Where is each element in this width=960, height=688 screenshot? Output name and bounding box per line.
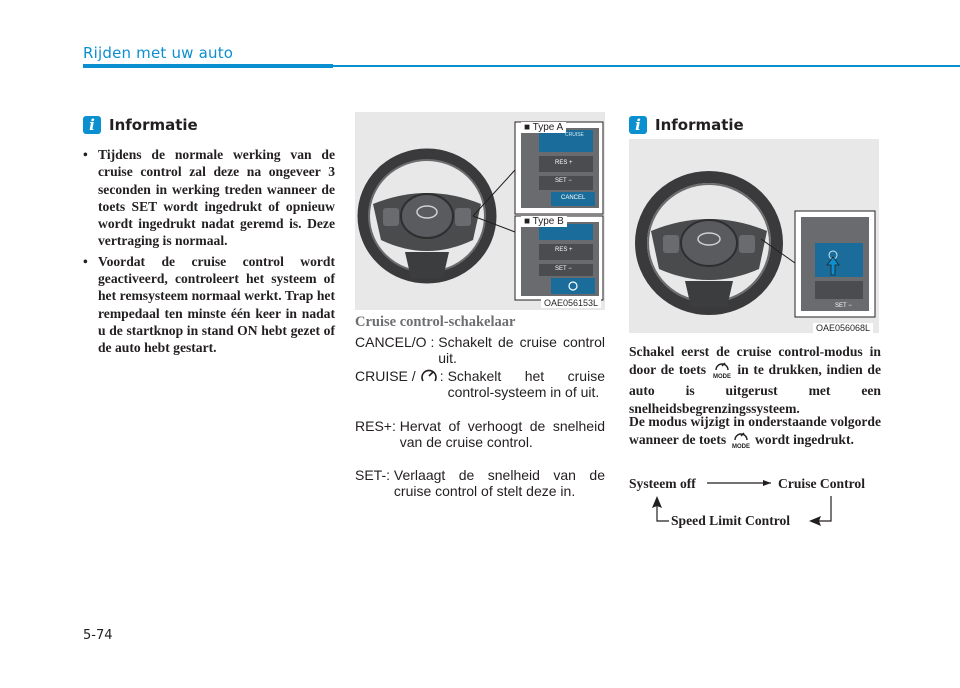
set-button-label: SET − (835, 303, 852, 309)
info-icon: i (83, 116, 101, 134)
mode-paragraph-1: Schakel eerst de cruise control-modus in door de toets MODE in te drukken, indien de auto is uitgerust met een snelheidsbegrenzingssysteem. (629, 344, 881, 416)
steering-wheel-figure (355, 112, 605, 310)
info-icon: i (629, 116, 647, 134)
switch-def-res: RES+: Hervat of verhoogt de snelheid van de cruise control. (355, 418, 605, 450)
figure-code: OAE056068L (813, 323, 873, 333)
section-title: Rijden met uw auto (83, 44, 234, 62)
res-button-label: RES + (555, 160, 573, 166)
set-button-label-b: SET − (555, 266, 572, 272)
info-bullet: • Tijdens de normale werking van de cruise control zal deze na ongeveer 3 seconden in werking treden wanneer de toets SET wordt ingedrukt of opnieuw wordt ingedrukt nadat geremd is. Deze vertraging is normaal. (83, 146, 335, 250)
set-button-label: SET − (555, 178, 572, 184)
mode-button-figure (629, 139, 879, 333)
flow-arrows (629, 470, 881, 532)
mode-paragraph-2: De modus wijzigt in onderstaande volgorde wanneer de toets MODE wordt ingedrukt. (629, 414, 881, 451)
cruise-icon (420, 368, 438, 384)
figure-code: OAE056153L (541, 298, 601, 308)
mode-button-icon (711, 358, 733, 380)
info-title: Informatie (655, 116, 744, 134)
flow-systeem-off: Systeem off (629, 476, 696, 491)
steering-wheel-illustration (355, 112, 605, 310)
type-b-label: ■ Type B (521, 216, 567, 227)
switch-section-title: Cruise control-schakelaar (355, 314, 516, 330)
cancel-button-label: CANCEL (561, 195, 586, 201)
res-button-label-b: RES + (555, 247, 573, 253)
header-rule (333, 65, 960, 67)
info-bullet: • Voordat de cruise control wordt geactiveerd, controleert het systeem of het remsysteem normaal werkt. Trap het rempedaal ten minste één keer in nadat u de startknop in stand ON hebt gezet of de auto hebt gestart. (83, 253, 335, 357)
header-accent-bar (83, 64, 333, 68)
info-heading-left (83, 116, 198, 134)
info-bullet-list (83, 146, 335, 360)
page-number: 5-74 (83, 628, 113, 643)
cruise-button-label: CRUISE (565, 132, 584, 138)
switch-def-cancel: CANCEL/O : Schakelt de cruise control uit. (355, 334, 605, 366)
switch-def-set: SET-: Verlaagt de snelheid van de cruise control of stelt deze in. (355, 467, 605, 499)
type-a-label: ■ Type A (521, 122, 566, 133)
svg-text:MODE: MODE (731, 444, 750, 451)
flow-speed-limit-control: Speed Limit Control (671, 513, 791, 528)
switch-def-cruise: CRUISE / : Schakelt het cruise control-systeem in of uit. (355, 368, 605, 400)
info-heading-right (629, 116, 744, 134)
mode-icon-text: MODE (712, 374, 731, 381)
info-title: Informatie (109, 116, 198, 134)
flow-cruise-control: Cruise Control (778, 476, 865, 491)
mode-button-icon (730, 428, 752, 450)
